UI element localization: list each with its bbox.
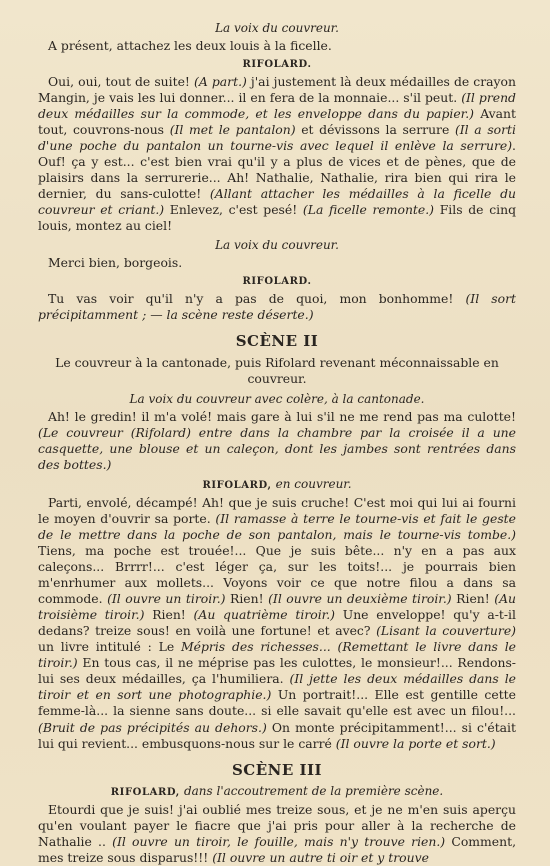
dialogue-paragraph [38, 74, 516, 234]
spoken-text: Rien! [144, 607, 194, 623]
spoken-text: Comment, mes treize sous disparus!!! [38, 833, 517, 865]
spoken-text: un livre intitulé : Le [38, 639, 181, 655]
stage-direction: (La ficelle remonte.) [302, 202, 435, 218]
stage-voice-couvreur: La voix du couvreur. [215, 237, 339, 252]
spoken-text [331, 639, 338, 654]
stage-voice-couvreur: La voix du couvreur. [215, 21, 339, 35]
spoken-text: j'ai justement là deux médailles de crayon Mangin, je vais les lui donner... il en fera de la monnaie... s'il peut. [38, 74, 516, 106]
stage-direction: (Il ouvre un deuxième tiroir.) [268, 591, 452, 607]
stage-direction: (Remettant le livre dans le tiroir.) [38, 639, 516, 671]
stage-direction: (Le couvreur (Rifolard) entre dans la chambre par la croisée il a une casquette, une blouse et un caleçon, dont les jambes sont rentrées dans des bottes.) [38, 424, 516, 472]
dialogue-paragraph [38, 291, 516, 323]
stage-direction: (Allant attacher les médailles à la ficelle du couvreur et criant.) [38, 186, 516, 218]
spoken-text: Fils de cinq louis, montez au ciel! [38, 202, 517, 234]
dialogue-line: Merci bien, borgeois. [48, 254, 183, 270]
speaker-rifolard: RIFOLARD. [242, 59, 312, 71]
stage-direction: (Au quatrième tiroir.) [193, 607, 335, 623]
scene-description: Le couvreur à la cantonade, puis Rifolard revenant méconnaissable en couvreur. [55, 354, 499, 386]
spoken-text: On monte précipitamment!... si c'était lui qui revient... embusquons-nous sur le carré [38, 719, 516, 751]
stage-direction: (Lisant la couverture) [376, 623, 516, 639]
scene-heading: SCÈNE II [235, 331, 319, 350]
speaker-rifolard [38, 784, 516, 800]
spoken-text: Oui, oui, tout de suite! [48, 74, 194, 90]
spoken-text: Une enveloppe! qu'y a-t-il dedans? treize sous! en voilà une fortune! et avec? [38, 607, 516, 639]
dialogue-paragraph [38, 802, 516, 866]
stage-direction: (Bruit de pas précipités au dehors.) [38, 719, 267, 735]
speaker-rifolard: RIFOLARD. [242, 275, 312, 287]
stage-direction: Mépris des richesses... [180, 639, 331, 655]
stage-direction: (Il ouvre un tiroir.) [107, 591, 226, 607]
spoken-text: Etourdi que je suis! j'ai oublié mes treize sous, et je ne m'en suis aperçu qu'en voulant payer le fiacre que j'ai pris pour aller à la recherche de Nathalie .. [38, 801, 516, 849]
speaker-note: en couvreur. [275, 476, 352, 491]
spoken-text: Rien! [225, 591, 269, 607]
spoken-text: et dévissons la serrure [295, 122, 455, 138]
dialogue-line: A présent, attachez les deux louis à la ficelle. [48, 38, 332, 53]
dialogue-paragraph [38, 409, 516, 473]
stage-direction: (Il sort précipitamment ; — la scène reste déserte.) [38, 290, 516, 322]
stage-direction: (Il prend deux médailles sur la commode, et les enveloppe dans du papier.) [38, 90, 516, 122]
stage-direction: (Au troisième tiroir.) [38, 591, 516, 623]
stage-direction: (Il ramasse à terre le tourne-vis et fait le geste de le mettre dans la poche de son pantalon, mais le tourne-vis tombe.) [38, 510, 516, 542]
stage-direction: (Il ouvre la porte et sort.) [335, 735, 496, 751]
stage-direction: (Il a sorti d'une poche du pantalon un tourne-vis avec lequel il enlève la serrure) [38, 122, 516, 154]
spoken-text: En tous cas, il ne méprise pas les culottes, le monsieur!... Rendons-lui ses deux médailles, ça l'humiliera. [38, 655, 516, 687]
speaker-rifolard [38, 477, 516, 493]
stage-direction: (Il ouvre un autre ti oir et y trouve [212, 849, 429, 865]
stage-direction: (Il jette les deux médailles dans le tiroir et en sort une photographie.) [38, 671, 516, 703]
stage-direction: (A part.) [194, 74, 247, 90]
stage-direction: (Il ouvre un tiroir, le fouille, mais n'y trouve rien.) [112, 833, 446, 849]
speaker-name: RIFOLARD, [202, 479, 272, 491]
spoken-text: Rien! [451, 591, 495, 607]
stage-voice-couvreur: La voix du couvreur avec colère, à la cantonade. [129, 391, 425, 406]
spoken-text: Ah! le gredin! il m'a volé! mais gare à lui s'il ne me rend pas ma culotte! [48, 408, 516, 424]
stage-direction: (Il met le pantalon) [169, 122, 296, 138]
spoken-text: Tu vas voir qu'il n'y a pas de quoi, mon bonhomme! [48, 290, 466, 306]
scene-heading: SCÈNE III [231, 760, 323, 779]
speaker-note: dans l'accoutrement de la première scène. [183, 783, 444, 798]
dialogue-paragraph [38, 495, 516, 752]
spoken-text: Parti, envolé, décampé! Ah! que je suis cruche! C'est moi qui lui ai fourni le moyen d'ouvrir sa porte. [38, 494, 516, 526]
speaker-name: RIFOLARD, [110, 786, 180, 798]
spoken-text: Enlevez, c'est pesé! [164, 202, 303, 218]
spoken-text: Tiens, ma poche est trouée!... Que je suis bête... n'y en a pas aux caleçons... Brrrr!... c'est léger ça, sur les toits!... je pourrais bien m'enrhumer aux mollets... Voyons voir ce que notre filou a dans sa commode. [38, 542, 516, 607]
spoken-text: . Ouf! ça y est... c'est bien vrai qu'il y a plus de vices et de pènes, que de plaisirs dans la serrurerie... Ah! Nathalie, Nathalie, rira bien qui rira le dernier, du sans-culotte! [38, 138, 516, 202]
spoken-text: Avant tout, couvrons-nous [38, 106, 517, 138]
spoken-text: Un portrait!... Elle est gentille cette femme-là... la sienne sans doute... si elle savait qu'elle est avec un filou!... [38, 687, 516, 719]
